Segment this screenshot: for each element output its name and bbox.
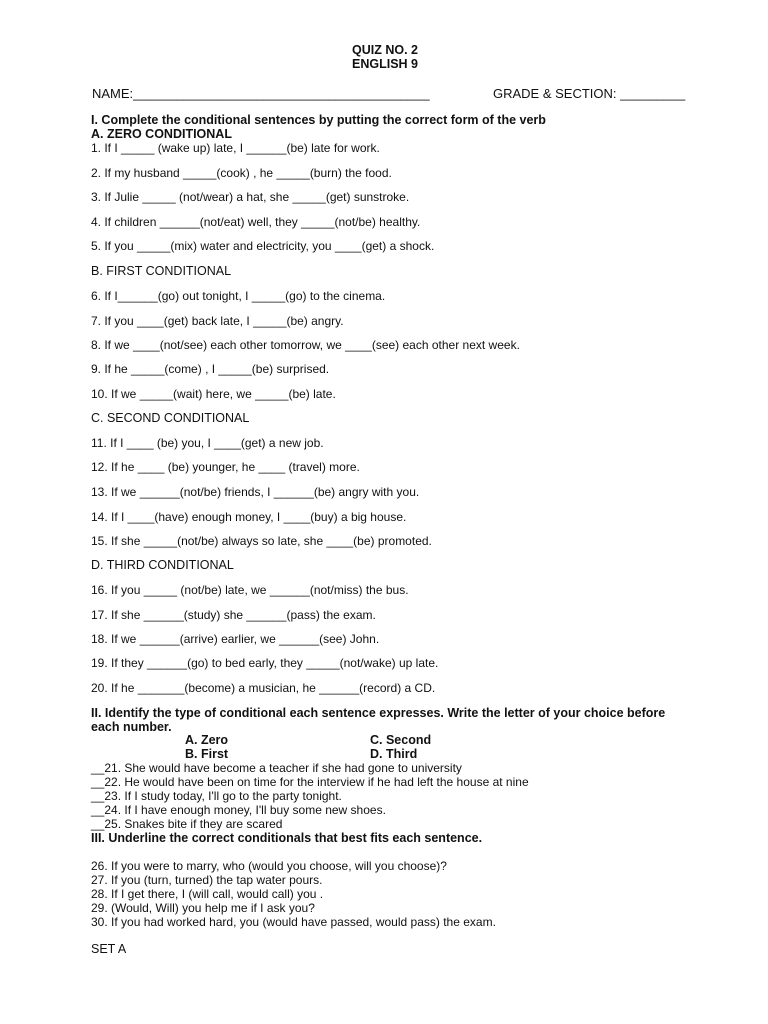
identify-item: __24. If I have enough money, I'll buy some new shoes.: [91, 803, 386, 817]
choice-first: B. First: [185, 747, 229, 761]
set-label: SET A: [91, 942, 127, 956]
question-item: 3. If Julie _____ (not/wear) a hat, she _____(get) sunstroke.: [91, 190, 410, 204]
quiz-header: [0, 43, 768, 71]
underline-item: 26. If you were to marry, who (would you choose, will you choose)?: [91, 859, 447, 873]
question-item: 16. If you _____ (not/be) late, we ______(not/miss) the bus.: [91, 583, 409, 597]
question-item: 13. If we ______(not/be) friends, I ______(be) angry with you.: [91, 485, 420, 499]
choice-second: C. Second: [370, 733, 432, 747]
question-item: 18. If we ______(arrive) earlier, we ______(see) John.: [91, 632, 380, 646]
underline-item: 30. If you had worked hard, you (would have passed, would pass) the exam.: [91, 915, 496, 929]
grade-section-field: GRADE & SECTION: _________: [493, 86, 686, 101]
identify-item: __21. She would have become a teacher if she had gone to university: [91, 761, 462, 775]
question-item: 11. If I ____ (be) you, I ____(get) a new job.: [91, 436, 324, 450]
underline-item: 28. If I get there, I (will call, would call) you .: [91, 887, 324, 901]
subject-title: ENGLISH 9: [352, 57, 418, 71]
third-conditional-title: D. THIRD CONDITIONAL: [91, 558, 234, 572]
question-item: 15. If she _____(not/be) always so late, she ____(be) promoted.: [91, 534, 432, 548]
question-item: 5. If you _____(mix) water and electricity, you ____(get) a shock.: [91, 239, 435, 253]
question-item: 2. If my husband _____(cook) , he _____(burn) the food.: [91, 166, 392, 180]
underline-item: 27. If you (turn, turned) the tap water pours.: [91, 873, 323, 887]
part2-instruction-cont: each number.: [91, 720, 172, 734]
question-item: 12. If he ____ (be) younger, he ____ (travel) more.: [91, 460, 360, 474]
identify-item: __25. Snakes bite if they are scared: [91, 817, 283, 831]
question-item: 20. If he _______(become) a musician, he ______(record) a CD.: [91, 681, 436, 695]
zero-conditional-title: A. ZERO CONDITIONAL: [91, 127, 232, 141]
question-item: 1. If I _____ (wake up) late, I ______(be) late for work.: [91, 141, 380, 155]
first-conditional-title: B. FIRST CONDITIONAL: [91, 264, 232, 278]
choice-third: D. Third: [370, 747, 418, 761]
question-item: 7. If you ____(get) back late, I _____(be) angry.: [91, 314, 344, 328]
part2-instruction: II. Identify the type of conditional each sentence expresses. Write the letter of your choice before: [91, 706, 666, 720]
underline-item: 29. (Would, Will) you help me if I ask you?: [91, 901, 315, 915]
choice-zero: A. Zero: [185, 733, 229, 747]
identify-item: __23. If I study today, I'll go to the party tonight.: [91, 789, 342, 803]
question-item: 8. If we ____(not/see) each other tomorrow, we ____(see) each other next week.: [91, 338, 520, 352]
part3-instruction: III. Underline the correct conditionals that best fits each sentence.: [91, 831, 483, 845]
name-field: NAME:_________________________________________: [92, 86, 430, 101]
quiz-title: QUIZ NO. 2: [352, 43, 418, 57]
question-item: 4. If children ______(not/eat) well, they _____(not/be) healthy.: [91, 215, 421, 229]
second-conditional-title: C. SECOND CONDITIONAL: [91, 411, 250, 425]
question-item: 10. If we _____(wait) here, we _____(be) late.: [91, 387, 336, 401]
identify-item: __22. He would have been on time for the interview if he had left the house at nine: [91, 775, 529, 789]
part1-instruction: I. Complete the conditional sentences by putting the correct form of the verb: [91, 113, 546, 127]
question-item: 14. If I ____(have) enough money, I ____(buy) a big house.: [91, 510, 407, 524]
question-item: 17. If she ______(study) she ______(pass) the exam.: [91, 608, 376, 622]
question-item: 9. If he _____(come) , I _____(be) surprised.: [91, 362, 330, 376]
question-item: 19. If they ______(go) to bed early, they _____(not/wake) up late.: [91, 656, 439, 670]
question-item: 6. If I______(go) out tonight, I _____(go) to the cinema.: [91, 289, 386, 303]
